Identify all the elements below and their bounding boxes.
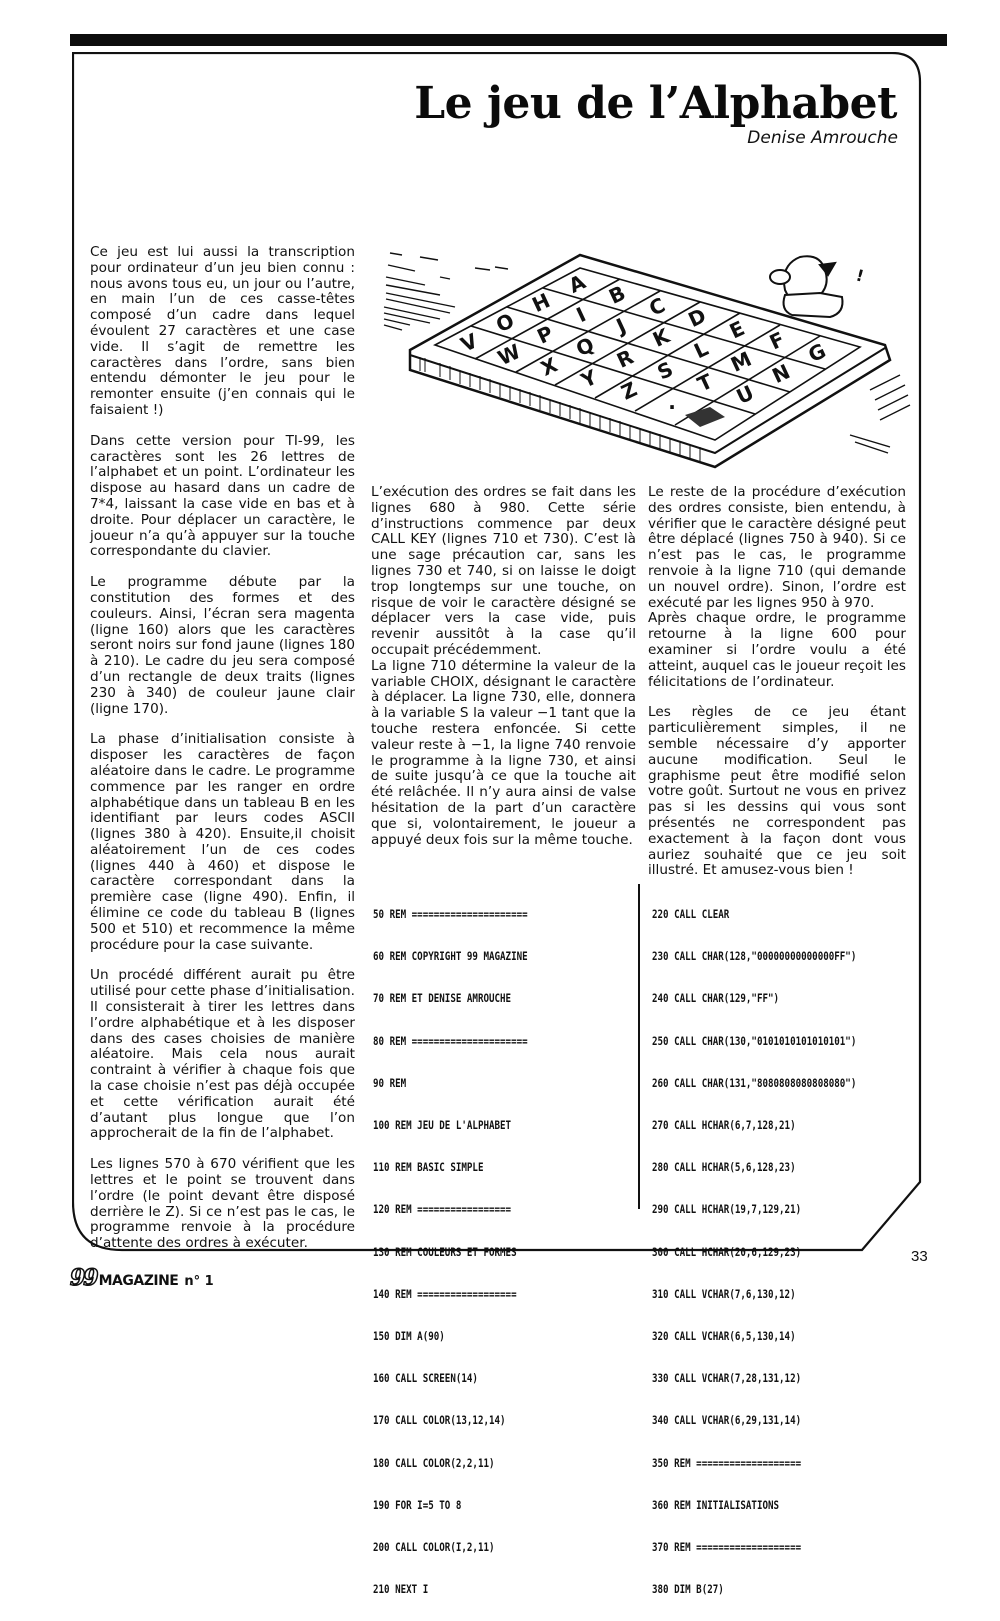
code-line: 370 REM =================== (652, 1540, 802, 1554)
code-line: 100 REM JEU DE L'ALPHABET (373, 1119, 512, 1133)
code-line: 50 REM ===================== (373, 908, 528, 922)
page-number: 33 (911, 1248, 928, 1265)
article-column-1 (90, 245, 355, 1267)
paragraph: Les règles de ce jeu étant particulièrement simples, il ne semble nécessaire d’y apporter aucune modification. Seul le graphisme peut être modifié selon votre goût. Surtout ne vous en privez pas si les dessins qui vous sont présentés ne correspondent pas exactement à la façon dont vous auriez souhaité que ce jeu soit illustré. Et amusez-vous bien ! (648, 704, 906, 879)
code-line: 200 CALL COLOR(I,2,11) (373, 1540, 495, 1554)
svg-text:N: N (768, 359, 794, 389)
svg-text:Z: Z (617, 376, 641, 405)
svg-text:E: E (725, 315, 749, 344)
code-line: 120 REM ================= (373, 1203, 512, 1217)
man-cartoon-icon (770, 256, 843, 317)
svg-text:L: L (690, 336, 712, 364)
article-title: Le jeu de l’Alphabet (414, 78, 897, 129)
svg-text:U: U (732, 380, 758, 409)
svg-text:S: S (653, 356, 677, 385)
svg-text:I: I (572, 302, 590, 328)
svg-text:Y: Y (577, 364, 601, 393)
svg-text:.: . (668, 390, 676, 414)
code-line: 90 REM (373, 1076, 407, 1090)
code-line: 240 CALL CHAR(129,"FF") (652, 992, 780, 1006)
article-author: Denise Amrouche (747, 128, 898, 148)
code-line: 250 CALL CHAR(130,"0101010101010101") (652, 1034, 857, 1048)
svg-text:C: C (645, 292, 669, 321)
code-line: 160 CALL SCREEN(14) (373, 1372, 478, 1386)
svg-text:V: V (456, 328, 482, 357)
magazine-logo (70, 1265, 214, 1291)
logo-word: MAGAZINE (98, 1273, 179, 1289)
paragraph: L’exécution des ordres se fait dans les lignes 680 à 980. Cette série d’instructions commence par deux CALL KEY (lignes 710 et 730). C’est là une sage précaution car, sans les lignes 730 et 740, si on laisse le doigt trop longtemps sur une touche, on risque de voir le caractère désigné se déplacer vers la case vide, puis revenir aussitôt à la case qu’il occupait précédemment. (371, 484, 636, 658)
paragraph: Le programme débute par la constitution des formes et des couleurs. Ainsi, l’écran sera magenta (ligne 160) alors que les caractères seront noirs sur fond jaune (lignes 180 à 210). Le cadre du jeu sera composé d’un rectangle de deux traits (lignes 230 à 340) de couleur jaune clair (ligne 170). (90, 574, 355, 717)
code-line: 80 REM ===================== (373, 1034, 528, 1048)
article-column-3 (648, 485, 906, 894)
alphabet-puzzle-illustration (380, 235, 920, 475)
svg-text:W: W (493, 339, 525, 371)
code-line: 210 NEXT I (373, 1583, 429, 1597)
svg-text:D: D (684, 303, 710, 333)
code-line: 350 REM =================== (652, 1456, 802, 1470)
logo-99: 99 (70, 1265, 97, 1291)
svg-text:O: O (492, 308, 518, 338)
code-line: 220 CALL CLEAR (652, 908, 730, 922)
svg-text:!: ! (853, 265, 866, 286)
code-line: 380 DIM B(27) (652, 1583, 724, 1597)
code-line: 290 CALL HCHAR(19,7,129,21) (652, 1203, 802, 1217)
code-line: 310 CALL VCHAR(7,6,130,12) (652, 1287, 796, 1301)
code-line: 190 FOR I=5 TO 8 (373, 1498, 462, 1512)
svg-text:K: K (648, 323, 674, 352)
svg-text:A: A (564, 269, 590, 298)
svg-text:J: J (612, 313, 630, 339)
paragraph: Après chaque ordre, le programme retourne à la ligne 600 pour examiner si l’ordre voulu a été atteint, auquel cas le joueur reçoit les félicitations de l’ordinateur. (648, 610, 906, 690)
svg-text:F: F (765, 326, 789, 355)
code-line: 140 REM ================== (373, 1287, 517, 1301)
code-line: 150 DIM A(90) (373, 1329, 445, 1343)
paragraph: Le reste de la procédure d’exécution des ordres consiste, bien entendu, à vérifier que le caractère désigné peut être déplacé (lignes 750 à 940). Si ce n’est pas le cas, le programme renvoie à la ligne 710 (qui demande un nouvel ordre). Sinon, l’ordre est exécuté par les lignes 950 à 970. (648, 484, 906, 611)
issue-number: n° 1 (184, 1274, 214, 1289)
svg-text:B: B (605, 280, 630, 309)
svg-text:H: H (528, 288, 554, 318)
paragraph: Dans cette version pour TI-99, les caractères sont les 26 lettres de l’alphabet et un point. L’ordinateur les dispose au hasard dans un cadre de 7*4, laissant la case vide en bas et à droite. Pour déplacer un caractère, le joueur n’a qu’à appuyer sur la touche correspondante du clavier. (90, 432, 355, 560)
paragraph: La ligne 710 détermine la valeur de la variable CHOIX, désignant le caractère à déplacer. La ligne 730, elle, donnera à la variable S la valeur −1 tant que la touche restera enfoncée. Si cette valeur reste à −1, la ligne 740 renvoie le programme à la ligne 730, et ainsi de suite jusqu’à ce que la touche ait été relâchée. Il n’y aura ainsi de valse hésitation de la part d’un caractère que si, volontairement, le joueur a appuyé deux fois sur la même touche. (371, 657, 636, 848)
code-line: 170 CALL COLOR(13,12,14) (373, 1414, 506, 1428)
svg-text:T: T (693, 368, 717, 397)
basic-listing-right (652, 883, 856, 1621)
code-line: 280 CALL HCHAR(5,6,128,23) (652, 1161, 796, 1175)
code-line: 360 REM INITIALISATIONS (652, 1498, 780, 1512)
code-line: 60 REM COPYRIGHT 99 MAGAZINE (373, 950, 528, 964)
code-line: 260 CALL CHAR(131,"8080808080808080") (652, 1076, 857, 1090)
top-rule (70, 34, 947, 46)
code-line: 340 CALL VCHAR(6,29,131,14) (652, 1414, 802, 1428)
paragraph: Ce jeu est lui aussi la transcription pour ordinateur d’un jeu bien connu : nous avons tous eu, un jour ou l’autre, en main l’un de ces casse-têtes composé d’un cadre dans lequel évoulent 27 caractères et une case vide. Il s’agit de remettre les caractères dans l’ordre, sans bien entendu démonter le jeu pour le remonter ensuite (j’en connais qui le faisaient !) (90, 244, 355, 418)
code-line: 110 REM BASIC SIMPLE (373, 1161, 484, 1175)
code-line: 320 CALL VCHAR(6,5,130,14) (652, 1329, 796, 1343)
code-line: 180 CALL COLOR(2,2,11) (373, 1456, 495, 1470)
paragraph: Un procédé différent aurait pu être utilisé pour cette phase d’initialisation. Il consisterait à tirer les lettres dans l’ordre alphabétique et à les disposer dans des cases choisies de manière aléatoire. Mais cela nous aurait contraint à vérifier à chaque fois que la case choisie n’est pas déjà occupée et cette vérification aurait été d’autant plus longue que l’on approcherait de la fin de l’alphabet. (90, 967, 355, 1142)
paragraph: Les lignes 570 à 670 vérifient que les lettres et le point se trouvent dans l’ordre (le point devant être disposé derrière le Z). Si ce n’est pas le cas, le programme renvoie à la procédure d’attente des ordres à exécuter. (90, 1156, 355, 1252)
code-line: 130 REM COULEURS ET FORMES (373, 1245, 517, 1259)
basic-listing-left (373, 883, 528, 1621)
code-line: 330 CALL VCHAR(7,28,131,12) (652, 1372, 802, 1386)
paragraph: La phase d’initialisation consiste à disposer les caractères de façon aléatoire dans le cadre. Le programme commence par les ranger en ordre alphabétique dans un tableau B en les identifiant par leurs codes ASCII (lignes 380 à 420). Ensuite,il choisit aléatoirement l’un de ces codes (lignes 440 à 460) et dispose le caractère correspondant dans la première case (ligne 490). Enfin, il élimine ce code du tableau B (lignes 500 et 510) et recommence la même procédure pour la case suivante. (90, 731, 355, 953)
svg-text:G: G (804, 338, 830, 368)
svg-text:P: P (533, 320, 557, 349)
code-line: 300 CALL HCHAR(20,6,129,23) (652, 1245, 802, 1259)
code-line: 270 CALL HCHAR(6,7,128,21) (652, 1119, 796, 1133)
listing-divider (638, 884, 640, 1209)
svg-text:R: R (612, 344, 638, 373)
svg-text:Q: Q (572, 332, 598, 362)
code-line: 230 CALL CHAR(128,"00000000000000FF") (652, 950, 857, 964)
svg-text:M: M (726, 346, 756, 377)
code-line: 70 REM ET DENISE AMROUCHE (373, 992, 512, 1006)
svg-text:X: X (536, 352, 562, 381)
article-column-2 (371, 485, 636, 863)
